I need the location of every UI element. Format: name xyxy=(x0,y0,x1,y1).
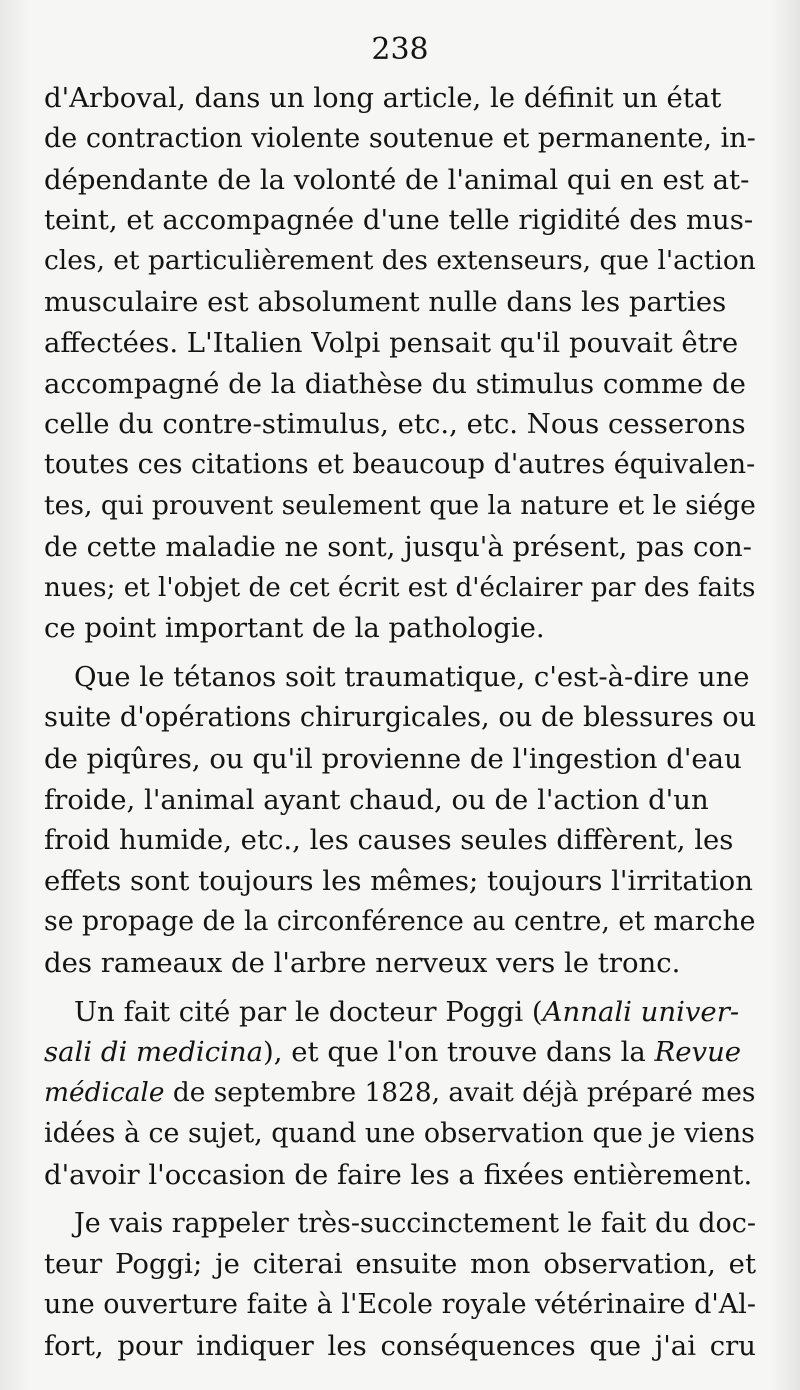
text-line: accompagné de la diathèse du stimulus comme de xyxy=(44,367,746,400)
text-run: Un fait cité par le docteur Poggi ( xyxy=(74,995,543,1028)
italic-title: médicale xyxy=(44,1078,165,1109)
text-line: teint, et accompagnée d'une telle rigidité des mus- xyxy=(44,204,754,237)
text-line: fort, pour indiquer les conséquences que j'ai cru xyxy=(44,1329,756,1362)
text-line xyxy=(44,1032,756,1073)
text-line xyxy=(44,992,756,1033)
paragraph-1 xyxy=(44,78,756,649)
text-line: de contraction violente soutenue et permanente, in- xyxy=(44,122,756,154)
text-line: froid humide, etc., les causes seules diffèrent, les xyxy=(44,824,734,857)
paragraph-4 xyxy=(44,1204,756,1367)
text-line: d'avoir l'occasion de faire les a fixées entièrement. xyxy=(44,1158,753,1191)
text-line: se propage de la circonférence au centre, et marche xyxy=(44,905,756,937)
text-line: d'Arboval, dans un long article, le définit un état xyxy=(44,82,722,114)
text-line: froide, l'animal ayant chaud, ou de l'action d'un xyxy=(44,783,709,816)
text-line: cles, et particulièrement des extenseurs, que l'action xyxy=(44,245,756,277)
text-run: de septembre 1828, avait déjà préparé mes xyxy=(172,1078,756,1109)
text-line: musculaire est absolument nulle dans les parties xyxy=(44,285,727,318)
text-line: affectées. L'Italien Volpi pensait qu'il pouvait être xyxy=(44,326,739,359)
text-line: ce point important de la pathologie. xyxy=(44,612,545,645)
text-line: Que le tétanos soit traumatique, c'est-à-dire une xyxy=(74,661,750,694)
text-line: idées à ce sujet, quand une observation que je viens xyxy=(44,1117,755,1149)
text-line: une ouverture faite à l'Ecole royale vétérinaire d'Al- xyxy=(44,1289,756,1321)
text-line xyxy=(44,1073,756,1114)
page-number: 238 xyxy=(371,32,429,67)
text-line: de cette maladie ne sont, jusqu'à présent, pas con- xyxy=(44,530,752,563)
text-line: dépendante de la volonté de l'animal qui en est at- xyxy=(44,163,750,196)
text-line: tes, qui prouvent seulement que la nature et le siége xyxy=(44,489,756,521)
text-line: suite d'opérations chirurgicales, ou de blessures ou xyxy=(44,701,757,733)
italic-title: Annali univer- xyxy=(542,995,740,1028)
text-line: teur Poggi; je citerai ensuite mon observation, et xyxy=(44,1248,756,1281)
text-line: nues; et l'objet de cet écrit est d'éclairer par des faits xyxy=(44,572,756,603)
paragraph-3 xyxy=(44,992,756,1196)
text-line: de piqûres, ou qu'il provienne de l'ingestion d'eau xyxy=(44,742,742,775)
text-line: Je vais rappeler très-succinctement le fait du doc- xyxy=(74,1207,756,1239)
text-line: effets sont toujours les mêmes; toujours l'irritation xyxy=(44,865,753,898)
italic-title: Revue xyxy=(654,1036,742,1069)
text-line: celle du contre-stimulus, etc., etc. Nous cesserons xyxy=(44,408,746,441)
italic-title: sali di medicina xyxy=(44,1036,264,1069)
text-line: toutes ces citations et beaucoup d'autres équivalen- xyxy=(44,449,756,481)
text-run: ), et que l'on trouve dans la xyxy=(263,1036,646,1069)
paragraph-2 xyxy=(44,657,756,983)
text-line: des rameaux de l'arbre nerveux vers le tronc. xyxy=(44,946,681,979)
